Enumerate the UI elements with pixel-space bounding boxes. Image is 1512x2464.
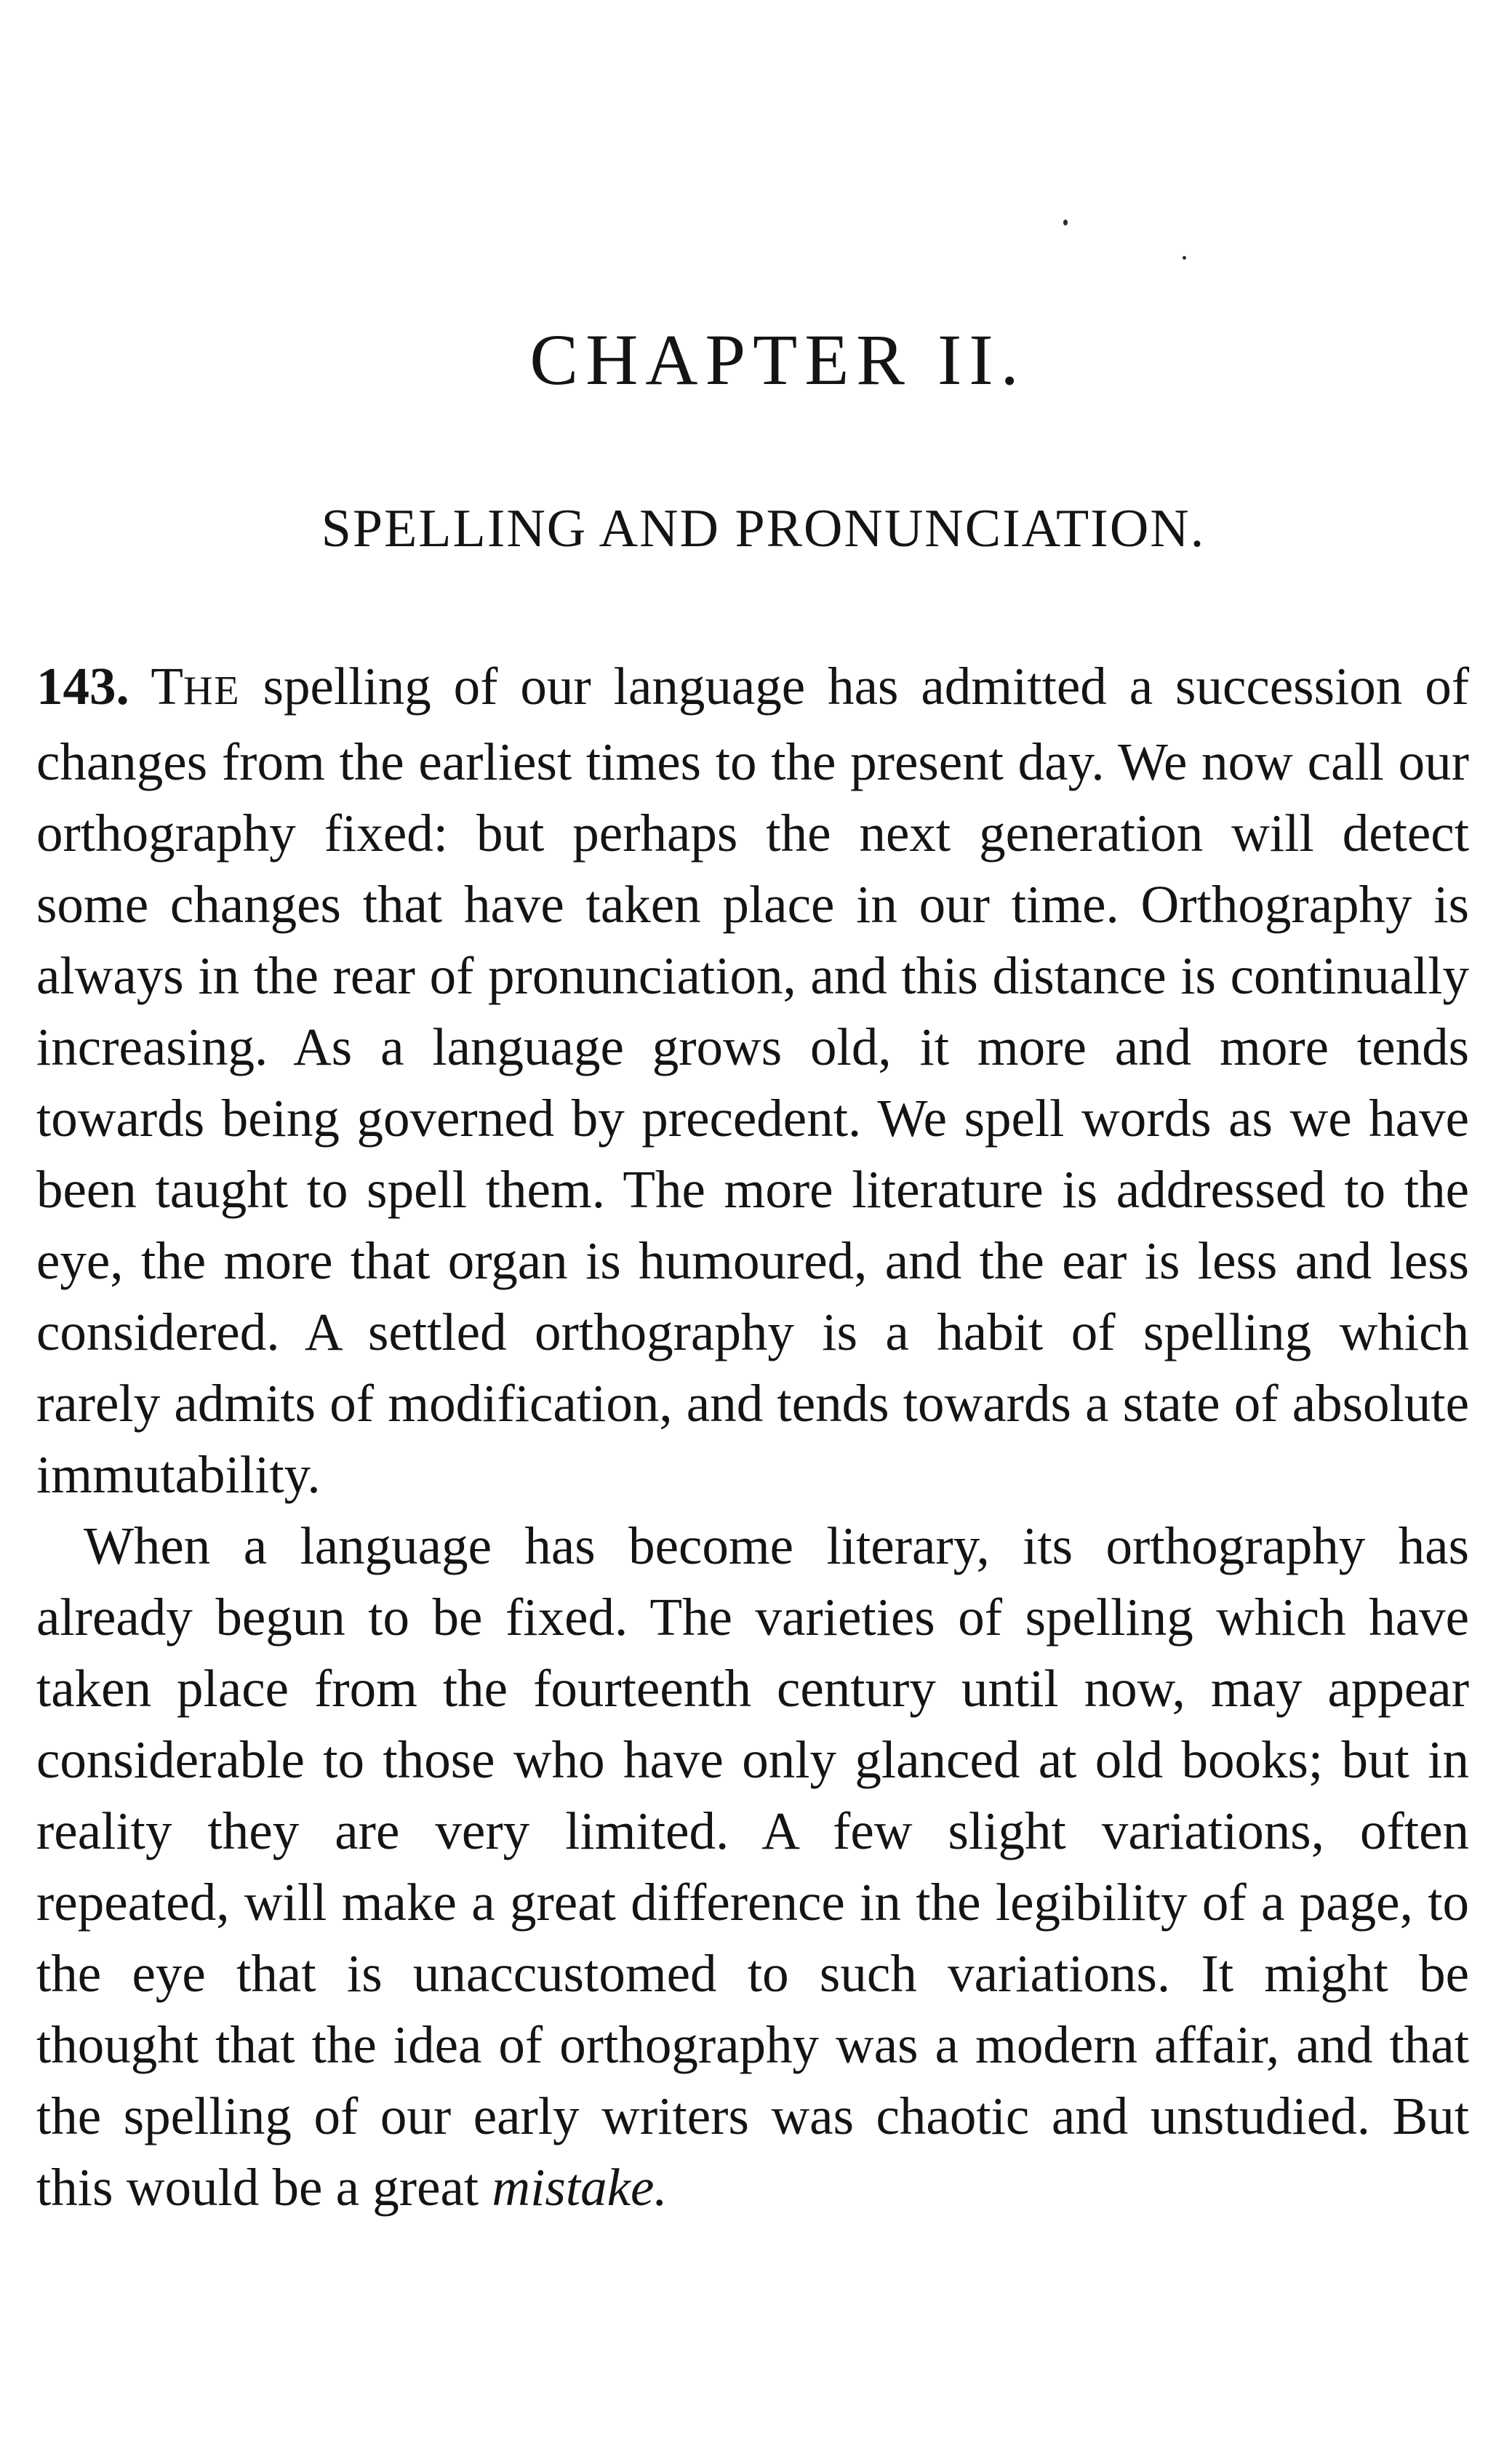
paragraph-second bbox=[36, 1511, 1469, 2223]
chapter-title: CHAPTER II. bbox=[529, 319, 1026, 400]
paragraph-text: spelling of our language has admitted a succession of changes from the earliest times to the present day. We now call our orthography fixed: but perhaps the next generation will detect some changes that have taken place in our time. Orthography is always in the rear of pronunciation, and this distance is continually increasing. As a language grows old, it more and more tends towards being governed by precedent. We spell words as we have been taught to spell them. The more literature is addressed to the eye, the more that organ is humoured, and the ear is less and less considered. A settled orthography is a habit of spelling which rarely admits of modification, and tends towards a state of absolute immutability. bbox=[36, 657, 1470, 1504]
paragraph-143 bbox=[36, 651, 1469, 1511]
section-title: SPELLING AND PRONUNCIATION. bbox=[321, 499, 1206, 559]
small-caps-initial: T bbox=[151, 657, 183, 716]
print-speck bbox=[1183, 256, 1186, 260]
print-speck bbox=[1063, 220, 1068, 225]
small-caps-rest: HE bbox=[183, 668, 241, 713]
paragraph-number: 143. bbox=[36, 657, 129, 716]
body-text bbox=[36, 651, 1469, 2223]
emphasized-word: mistake. bbox=[492, 2158, 668, 2217]
paragraph-text: When a language has become literary, its orthography has already begun to be fixed. The varieties of spelling which have taken place from the fourteenth century until now, may appear considerable to those who have only glanced at old books; but in reality they are very limited. A few slight variations, often repeated, will make a great difference in the legibility of a page, to the eye that is unaccustomed to such variations. It might be thought that the idea of orthography was a modern affair, and that the spelling of our early writers was chaotic and unstudied. But this would be a great bbox=[36, 1516, 1469, 2217]
